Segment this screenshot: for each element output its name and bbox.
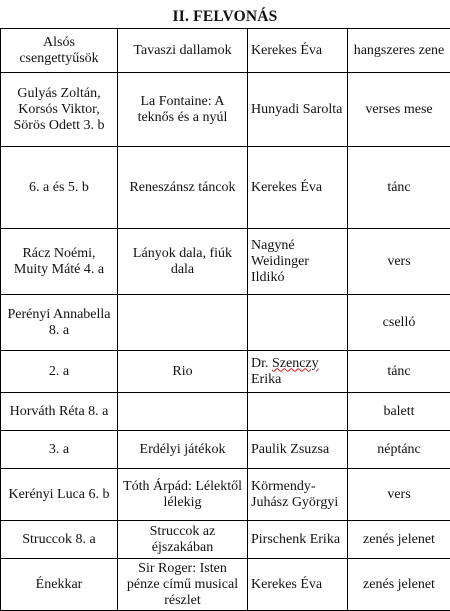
table-row — [1, 229, 450, 295]
genre-cell: vers — [348, 469, 450, 521]
performer-cell: Perényi Annabella 8. a — [1, 295, 118, 351]
genre-cell: verses mese — [348, 73, 450, 147]
performer-cell: Alsós csengettyűsök — [1, 29, 118, 73]
piece-cell: Tóth Árpád: Lélektől lélekig — [118, 469, 248, 521]
teacher-cell: Körmendy-Juhász Györgyi — [248, 469, 348, 521]
genre-cell: hangszeres zene — [348, 29, 450, 73]
table-row — [1, 393, 450, 431]
genre-cell: néptánc — [348, 431, 450, 469]
piece-cell: Tavaszi dallamok — [118, 29, 248, 73]
genre-cell: zenés jelenet — [348, 521, 450, 559]
piece-cell — [118, 295, 248, 351]
teacher-cell: Kerekes Éva — [248, 147, 348, 229]
piece-cell: Sir Roger: Isten pénze című musical részlet — [118, 559, 248, 611]
table-row — [1, 469, 450, 521]
table-row — [1, 559, 450, 611]
table-row — [1, 521, 450, 559]
teacher-cell: Dr. Szenczy Erika — [248, 351, 348, 393]
performer-cell: Gulyás Zoltán, Korsós Viktor, Sörös Odett 3. b — [1, 73, 118, 147]
table-row — [1, 351, 450, 393]
performer-cell: Kerényi Luca 6. b — [1, 469, 118, 521]
piece-cell: Rio — [118, 351, 248, 393]
genre-cell: balett — [348, 393, 450, 431]
performer-cell: 2. a — [1, 351, 118, 393]
table-row — [1, 295, 450, 351]
teacher-cell — [248, 295, 348, 351]
performer-cell: Horváth Réta 8. a — [1, 393, 118, 431]
teacher-cell: Nagyné Weidinger Ildikó — [248, 229, 348, 295]
program-table — [0, 28, 450, 611]
act-title: II. FELVONÁS — [0, 8, 450, 26]
genre-cell: vers — [348, 229, 450, 295]
piece-cell: La Fontaine: A teknős és a nyúl — [118, 73, 248, 147]
spellcheck-underline: Szenczy — [272, 356, 319, 371]
piece-cell: Erdélyi játékok — [118, 431, 248, 469]
genre-cell: tánc — [348, 147, 450, 229]
teacher-cell — [248, 393, 348, 431]
piece-cell — [118, 393, 248, 431]
genre-cell: zenés jelenet — [348, 559, 450, 611]
table-row — [1, 73, 450, 147]
piece-cell: Struccok az éjszakában — [118, 521, 248, 559]
performer-cell: 6. a és 5. b — [1, 147, 118, 229]
performer-cell: 3. a — [1, 431, 118, 469]
piece-cell: Lányok dala, fiúk dala — [118, 229, 248, 295]
teacher-cell: Pirschenk Erika — [248, 521, 348, 559]
teacher-cell: Paulik Zsuzsa — [248, 431, 348, 469]
teacher-cell: Kerekes Éva — [248, 29, 348, 73]
performer-cell: Struccok 8. a — [1, 521, 118, 559]
table-row — [1, 431, 450, 469]
teacher-cell: Hunyadi Sarolta — [248, 73, 348, 147]
table-row — [1, 29, 450, 73]
performer-cell: Rácz Noémi, Muity Máté 4. a — [1, 229, 118, 295]
piece-cell: Reneszánsz táncok — [118, 147, 248, 229]
genre-cell: tánc — [348, 351, 450, 393]
genre-cell: cselló — [348, 295, 450, 351]
table-row — [1, 147, 450, 229]
teacher-cell: Kerekes Éva — [248, 559, 348, 611]
performer-cell: Énekkar — [1, 559, 118, 611]
